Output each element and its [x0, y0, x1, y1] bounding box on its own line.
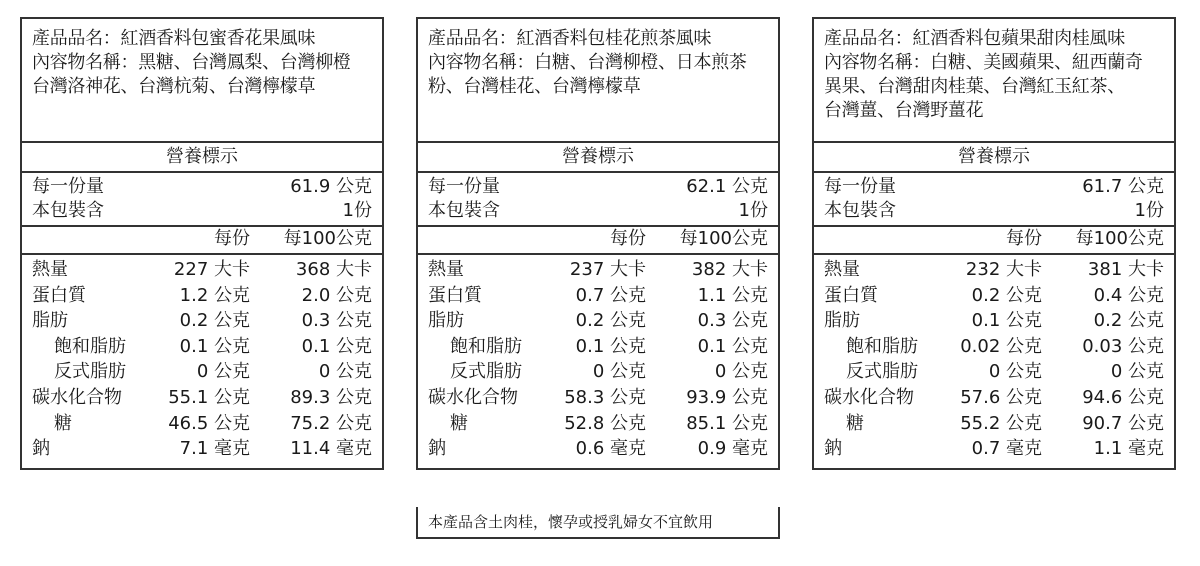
nutrient-name: 鈉 [824, 438, 842, 460]
nutrient-table [22, 255, 382, 468]
nutrient-name: 碳水化合物 [428, 386, 518, 408]
per-100g-header: 每100公克 [283, 228, 372, 249]
per-100g-value: 0.4 公克 [1093, 284, 1164, 306]
nutrient-name: 脂肪 [824, 310, 860, 332]
per-serving-value: 0.7 公克 [575, 284, 646, 306]
nutrition-title: 營養標示 [814, 143, 1174, 173]
nutrient-name: 碳水化合物 [32, 386, 122, 408]
per-serving-value: 0 公克 [196, 361, 250, 383]
per-serving-value: 0.1 公克 [575, 335, 646, 357]
nutrient-name: 糖 [450, 412, 468, 434]
nutrient-name: 反式脂肪 [450, 361, 522, 383]
column-headers [418, 227, 778, 255]
ingredients-line: 台灣薑、台灣野薑花 [824, 100, 984, 121]
nutrient-row [32, 283, 372, 309]
per-100g-value: 2.0 公克 [301, 284, 372, 306]
per-serving-value: 0.7 毫克 [971, 438, 1042, 460]
serving-size-label: 每一份量 [824, 176, 896, 197]
nutrient-row [824, 283, 1164, 309]
nutrient-row [824, 308, 1164, 334]
per-serving-value: 0.1 公克 [179, 335, 250, 357]
nutrient-name: 蛋白質 [824, 284, 878, 306]
per-serving-value: 7.1 毫克 [179, 438, 250, 460]
nutrient-row [428, 283, 768, 309]
ingredients-line: 異果、台灣甜肉桂葉、台灣紅玉紅茶、 [824, 76, 1125, 97]
nutrition-label-2 [416, 17, 780, 470]
nutrient-name: 熱量 [32, 259, 68, 280]
nutrient-name: 蛋白質 [32, 284, 86, 306]
nutrient-name: 蛋白質 [428, 284, 482, 306]
nutrient-name: 鈉 [428, 438, 446, 460]
per-100g-value: 382 大卡 [691, 259, 768, 280]
nutrient-row [824, 436, 1164, 462]
servings-count-label: 本包裝含 [824, 200, 896, 221]
nutrient-row [32, 385, 372, 411]
per-100g-value: 0.1 公克 [697, 335, 768, 357]
per-100g-value: 381 大卡 [1087, 259, 1164, 280]
column-headers [814, 227, 1174, 255]
serving-info [22, 173, 382, 227]
serving-info [814, 173, 1174, 227]
per-100g-value: 75.2 公克 [290, 412, 372, 434]
per-100g-value: 368 大卡 [295, 259, 372, 280]
per-serving-header: 每份 [1006, 228, 1042, 249]
nutrient-name: 反式脂肪 [54, 361, 126, 383]
nutrition-label-1 [20, 17, 384, 470]
nutrient-row [32, 359, 372, 385]
serving-size-value: 61.9 公克 [290, 176, 372, 197]
servings-count-value: 1份 [738, 200, 768, 221]
per-100g-value: 0 公克 [318, 361, 372, 383]
nutrition-title: 營養標示 [22, 143, 382, 173]
per-serving-value: 0.2 公克 [971, 284, 1042, 306]
nutrient-name: 糖 [846, 412, 864, 434]
nutrient-row [428, 436, 768, 462]
nutrient-name: 飽和脂肪 [54, 335, 126, 357]
servings-count-value: 1份 [1134, 200, 1164, 221]
product-info [814, 19, 1174, 143]
per-serving-value: 55.2 公克 [960, 412, 1042, 434]
per-serving-header: 每份 [214, 228, 250, 249]
per-serving-value: 55.1 公克 [168, 386, 250, 408]
nutrient-row [824, 257, 1164, 283]
nutrient-row [32, 308, 372, 334]
per-100g-value: 0.2 公克 [1093, 310, 1164, 332]
serving-info [418, 173, 778, 227]
product-name: 產品品名：紅酒香料包蘋果甜肉桂風味 [824, 28, 1125, 49]
serving-size-label: 每一份量 [428, 176, 500, 197]
nutrient-table [814, 255, 1174, 468]
per-serving-value: 232 大卡 [965, 259, 1042, 280]
nutrition-label-3 [812, 17, 1176, 470]
per-100g-header: 每100公克 [679, 228, 768, 249]
per-100g-value: 89.3 公克 [290, 386, 372, 408]
nutrient-row [824, 385, 1164, 411]
per-100g-value: 0.03 公克 [1082, 335, 1164, 357]
nutrient-name: 脂肪 [428, 310, 464, 332]
column-headers [22, 227, 382, 255]
per-100g-value: 1.1 毫克 [1093, 438, 1164, 460]
serving-size-value: 61.7 公克 [1082, 176, 1164, 197]
per-100g-value: 1.1 公克 [697, 284, 768, 306]
per-100g-value: 0 公克 [1110, 361, 1164, 383]
per-serving-value: 57.6 公克 [960, 386, 1042, 408]
nutrient-name: 碳水化合物 [824, 386, 914, 408]
nutrition-title: 營養標示 [418, 143, 778, 173]
per-100g-value: 90.7 公克 [1082, 412, 1164, 434]
per-serving-value: 0 公克 [592, 361, 646, 383]
nutrient-row [428, 257, 768, 283]
ingredients-line: 內容物名稱：白糖、台灣柳橙、日本煎茶 [428, 52, 747, 73]
product-info [22, 19, 382, 143]
nutrient-name: 熱量 [428, 259, 464, 280]
nutrient-name: 飽和脂肪 [450, 335, 522, 357]
nutrient-name: 鈉 [32, 438, 50, 460]
servings-count-label: 本包裝含 [32, 200, 104, 221]
per-serving-value: 237 大卡 [569, 259, 646, 280]
per-100g-value: 0.3 公克 [697, 310, 768, 332]
ingredients-line: 粉、台灣桂花、台灣檸檬草 [428, 76, 641, 97]
nutrient-table [418, 255, 778, 468]
nutrient-name: 脂肪 [32, 310, 68, 332]
per-serving-value: 0.2 公克 [575, 310, 646, 332]
nutrient-row [32, 257, 372, 283]
nutrient-row [428, 411, 768, 437]
per-serving-value: 227 大卡 [173, 259, 250, 280]
servings-count-label: 本包裝含 [428, 200, 500, 221]
per-serving-value: 0.1 公克 [971, 310, 1042, 332]
nutrient-name: 糖 [54, 412, 72, 434]
per-100g-value: 0.3 公克 [301, 310, 372, 332]
product-name: 產品品名：紅酒香料包桂花煎茶風味 [428, 28, 712, 49]
ingredients-line: 內容物名稱：黑糖、台灣鳳梨、台灣柳橙 [32, 52, 351, 73]
nutrient-row [428, 385, 768, 411]
per-100g-value: 0.1 公克 [301, 335, 372, 357]
per-100g-header: 每100公克 [1075, 228, 1164, 249]
per-serving-value: 0.2 公克 [179, 310, 250, 332]
per-serving-value: 52.8 公克 [564, 412, 646, 434]
servings-count-value: 1份 [342, 200, 372, 221]
per-serving-value: 46.5 公克 [168, 412, 250, 434]
nutrient-row [32, 436, 372, 462]
per-serving-value: 58.3 公克 [564, 386, 646, 408]
nutrient-row [824, 334, 1164, 360]
nutrient-row [428, 308, 768, 334]
allergy-warning: 本產品含土肉桂，懷孕或授乳婦女不宜飲用 [416, 507, 780, 539]
per-100g-value: 93.9 公克 [686, 386, 768, 408]
serving-size-label: 每一份量 [32, 176, 104, 197]
per-serving-value: 0.02 公克 [960, 335, 1042, 357]
per-100g-value: 11.4 毫克 [290, 438, 372, 460]
ingredients-line: 內容物名稱：白糖、美國蘋果、紐西蘭奇 [824, 52, 1143, 73]
product-info [418, 19, 778, 143]
per-serving-value: 0.6 毫克 [575, 438, 646, 460]
per-100g-value: 85.1 公克 [686, 412, 768, 434]
per-serving-header: 每份 [610, 228, 646, 249]
nutrient-row [32, 334, 372, 360]
per-100g-value: 94.6 公克 [1082, 386, 1164, 408]
nutrient-name: 飽和脂肪 [846, 335, 918, 357]
nutrient-row [32, 411, 372, 437]
nutrient-name: 反式脂肪 [846, 361, 918, 383]
per-100g-value: 0.9 毫克 [697, 438, 768, 460]
per-serving-value: 1.2 公克 [179, 284, 250, 306]
serving-size-value: 62.1 公克 [686, 176, 768, 197]
nutrient-name: 熱量 [824, 259, 860, 280]
nutrient-row [824, 359, 1164, 385]
ingredients-line: 台灣洛神花、台灣杭菊、台灣檸檬草 [32, 76, 316, 97]
nutrient-row [428, 334, 768, 360]
nutrient-row [428, 359, 768, 385]
per-serving-value: 0 公克 [988, 361, 1042, 383]
nutrient-row [824, 411, 1164, 437]
per-100g-value: 0 公克 [714, 361, 768, 383]
product-name: 產品品名：紅酒香料包蜜香花果風味 [32, 28, 316, 49]
